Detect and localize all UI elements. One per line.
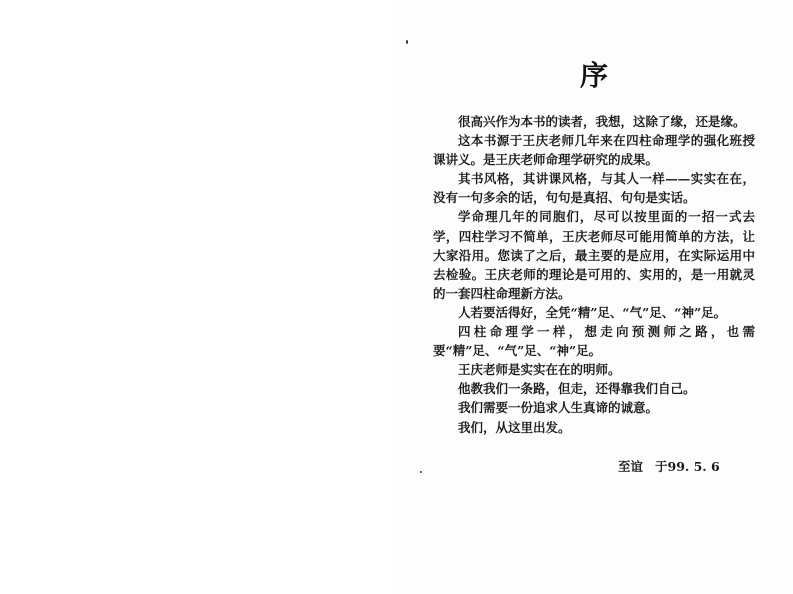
paragraph: 我们，从这里出发。 bbox=[458, 419, 571, 435]
paragraph: 王庆老师是实实在在的明师。 bbox=[458, 362, 621, 378]
paragraph: 其书风格，其讲课风格，与其人一样——实实在在，没有一句多余的话，句句是真招、句句是实话。 bbox=[433, 171, 755, 206]
scan-speck bbox=[406, 40, 408, 44]
paragraph: 四柱命理学一样，想走向预测师之路，也需要“精”足、“气”足、“神”足。 bbox=[433, 324, 755, 359]
preface-body bbox=[433, 112, 755, 437]
signature bbox=[618, 457, 720, 475]
paragraph: 人若要活得好，全凭“精”足、“气”足、“神”足。 bbox=[458, 304, 727, 320]
paragraph: 我们需要一份追求人生真谛的诚意。 bbox=[458, 400, 659, 416]
paragraph: 这本书源于王庆老师几年来在四柱命理学的强化班授课讲义。是王庆老师命理学研究的成果。 bbox=[433, 133, 755, 168]
paragraph: 学命理几年的同胞们，尽可以按里面的一招一式去学，四柱学习不简单，王庆老师尽可能用简单的方法，让大家沿用。您读了之后，最主要的是应用，在实际运用中去检验。王庆老师的理论是可用的、实用的，是一用就灵的一套四柱命理新方法。 bbox=[433, 209, 755, 301]
signature-author: 至谊 bbox=[618, 459, 644, 474]
scan-speck bbox=[420, 471, 422, 473]
paragraph: 他教我们一条路，但走，还得靠我们自己。 bbox=[458, 381, 696, 397]
paragraph: 很高兴作为本书的读者，我想，这除了缘，还是缘。 bbox=[458, 114, 746, 129]
signature-date: 于99. 5. 6 bbox=[655, 459, 720, 474]
page-title: 序 bbox=[579, 59, 610, 92]
left-blank-page bbox=[0, 0, 392, 594]
